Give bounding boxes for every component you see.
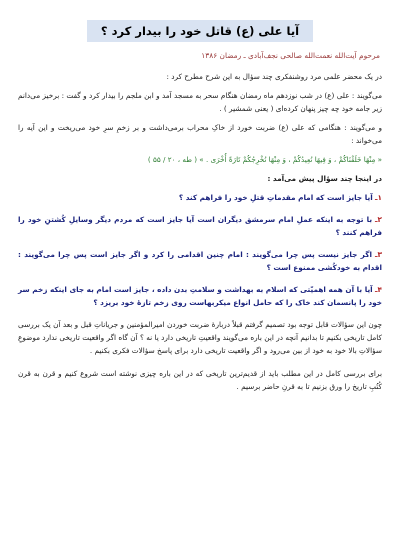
page-title: آیا علی (ع) قاتل خود را بیدار کرد ؟ [87, 20, 313, 42]
question-text: با توجه به اینکه عملِ امام سرمشق دیگران است آیا جایز است که مردم دیگر وسایلِ کُشتنِ خود را فراهم کنند ؟ [18, 215, 382, 237]
question-item [18, 191, 382, 204]
author-line: مرحوم آیت‌الله نعمت‌الله صالحی نجف‌آبادی ـ رمضان ۱۳۸۶ [201, 51, 380, 60]
questions-heading: در اینجا چند سؤال پیش می‌آمد : [267, 174, 382, 183]
question-text: آیا جایز است که امام مقدماتِ قتلِ خود را فراهم کند ؟ [178, 193, 373, 202]
question-item [18, 283, 382, 309]
paragraph-1: می‌گویند : علی (ع) در شب نوزدهم ماه رمضان هنگام سحر به مسجد آمد و ابن ملجم را بیدار کرد و گفت : برخیز می‌دانم زیر جامه خود چه چیز پنهان کرده‌ای ( یعنی شمشیر ) . [18, 91, 382, 113]
question-number: ۱ـ [375, 193, 382, 202]
quran-quote: « مِنْهَا خَلَقْنَاكُمْ ، وَ فِيهَا نُعِيدُكُمْ ، وَ مِنْهَا نُخْرِجُكُمْ تَارَةً أُخْرَى . » ( طه ، ۲۰ / ۵۵ ) [147, 155, 382, 164]
question-number: ۴ـ [375, 285, 382, 294]
answer-paragraph-1: چون این سؤالات قابل توجه بود تصمیم گرفتم قبلاً دربارهٔ ضربت خوردن امیرالمؤمنین و جریاناتِ قبل و بعد آن یک بررسی کامل تاریخی بکنیم تا بدانیم آنچه در این باره می‌گویند واقعیتِ تاریخی دارد یا نه ؟ آن گاه اگر واقعیت تاریخی ندارد موضوعِ سؤالاتِ بالا خود به خود از بین می‌رود و اگر واقعیت تاریخی دارد برای پاسخ سؤالات فکری بکنیم . [18, 320, 382, 355]
question-text: آیا با آن همه اهمیّتی که اسلام به بهداشت و سلامتِ بدن داده ، جایز است امام به جای اینکه زخم سر خود را پانسمان کند خاک را که حامل انواع میکربهاست روی زخم تازهٔ خود بریزد ؟ [18, 285, 382, 307]
answer-paragraph-2: برای بررسی کامل در این مطلب باید از قدیم‌ترین تاریخی که در این باره چیزی نوشته است شروع کنیم و قرن به قرن کُتُبِ تاریخ را ورق بزنیم تا به قرنِ حاضر برسیم . [18, 369, 382, 391]
paragraph-2: و می‌گویند : هنگامی که علی (ع) ضربت خورد از خاکِ محراب برمی‌داشت و بر زخمِ سرِ خود می‌ریخت و این آیه را می‌خواند : [18, 123, 382, 145]
question-item [18, 213, 382, 239]
question-number: ۳ـ [375, 250, 382, 259]
intro-paragraph: در یک محضر علمی مرد روشنفکری چند سؤال به این شرح مطرح کرد : [166, 72, 382, 81]
question-number: ۲ـ [375, 215, 382, 224]
question-item [18, 248, 382, 274]
title-wrap [18, 20, 382, 42]
question-text: اگر جایز نیست پس چرا می‌گویند : امام چنین اقدامی را کرد و اگر جایز است پس چرا می‌گویند : اقدام به خودکُشی ممنوع است ؟ [18, 250, 382, 272]
